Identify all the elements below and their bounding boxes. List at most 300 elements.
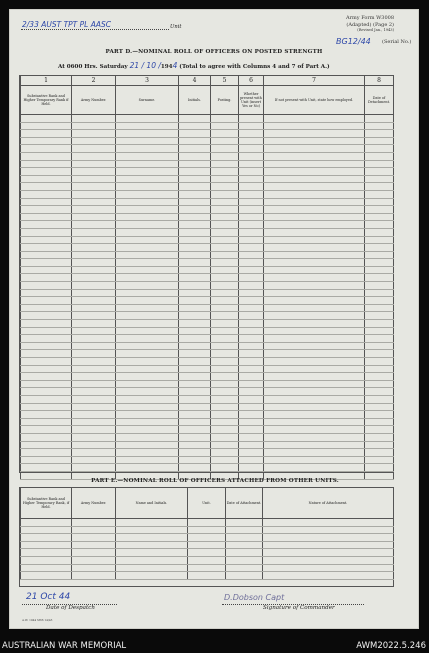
blank-cell [72,335,116,343]
blank-cell [116,534,188,542]
blank-cell [239,130,264,138]
blank-cell [264,228,365,236]
part-d-blank-row [21,350,394,358]
blank-cell [179,228,211,236]
blank-cell [179,403,211,411]
blank-cell [239,388,264,396]
blank-cell [179,183,211,191]
blank-cell [211,137,239,145]
blank-cell [21,282,72,290]
blank-cell [239,297,264,305]
part-d-blank-row [21,327,394,335]
blank-cell [239,168,264,176]
blank-cell [179,342,211,350]
blank-cell [116,395,179,403]
blank-cell [116,526,188,534]
blank-cell [211,411,239,419]
blank-cell [21,228,72,236]
blank-cell [116,449,179,457]
blank-cell [179,145,211,153]
blank-cell [21,433,72,441]
blank-cell [211,145,239,153]
blank-cell [179,122,211,130]
part-d-blank-row [21,456,394,464]
blank-cell [239,320,264,328]
blank-cell [72,564,116,572]
e-col-header-unit: Unit. [188,488,226,519]
blank-cell [365,282,394,290]
blank-cell [211,122,239,130]
blank-cell [179,456,211,464]
blank-cell [239,395,264,403]
blank-cell [211,160,239,168]
blank-cell [211,152,239,160]
blank-cell [264,122,365,130]
blank-cell [264,198,365,206]
blank-cell [116,358,179,366]
blank-cell [188,556,226,564]
blank-cell [179,304,211,312]
blank-cell [21,137,72,145]
blank-cell [179,213,211,221]
blank-cell [72,289,116,297]
blank-cell [211,228,239,236]
part-d-blank-row [21,221,394,229]
blank-cell [72,388,116,396]
blank-cell [264,327,365,335]
blank-cell [211,175,239,183]
blank-cell [21,115,72,123]
blank-cell [179,358,211,366]
part-d-blank-row [21,236,394,244]
blank-cell [264,266,365,274]
part-d-blank-row [21,365,394,373]
blank-cell [239,433,264,441]
blank-cell [116,152,179,160]
blank-cell [179,380,211,388]
blank-cell [239,373,264,381]
army-form-block [346,15,394,33]
blank-cell [116,160,179,168]
blank-cell [365,190,394,198]
blank-cell [21,320,72,328]
blank-cell [116,304,179,312]
army-form-line3: (Revised Jan., 1943) [357,28,394,32]
blank-cell [21,259,72,267]
blank-cell [264,456,365,464]
blank-cell [72,228,116,236]
col-header-army-number: Army Number. [72,86,116,115]
part-d-blank-row [21,464,394,472]
blank-cell [264,259,365,267]
blank-cell [116,274,179,282]
blank-cell [211,388,239,396]
blank-cell [211,403,239,411]
part-d-blank-row [21,152,394,160]
blank-cell [226,564,263,572]
blank-cell [211,418,239,426]
blank-cell [21,403,72,411]
blank-cell [264,244,365,252]
blank-cell [365,251,394,259]
archive-footer [0,640,429,653]
blank-cell [239,312,264,320]
blank-cell [116,130,179,138]
part-d-blank-row [21,175,394,183]
col-header-rank: Substantive Rank and Higher Temporary Rank if Held. [21,86,72,115]
print-code: A.W. 1944 M66 14/43 [22,618,53,622]
part-e-table [19,487,394,587]
part-e-blank-row [21,541,394,549]
blank-cell [179,297,211,305]
blank-cell [188,541,226,549]
col-number-7: 7 [264,76,365,86]
blank-cell [264,297,365,305]
blank-cell [179,395,211,403]
blank-cell [179,206,211,214]
blank-cell [116,213,179,221]
form-sheet [9,9,419,629]
blank-cell [21,526,72,534]
blank-cell [365,244,394,252]
blank-cell [211,266,239,274]
part-d-blank-row [21,418,394,426]
blank-cell [179,464,211,472]
blank-cell [211,304,239,312]
blank-cell [116,541,188,549]
blank-cell [211,236,239,244]
blank-cell [72,534,116,542]
col-number-4: 4 [179,76,211,86]
blank-cell [116,198,179,206]
col-header-initials: Initials. [179,86,211,115]
blank-cell [179,198,211,206]
blank-cell [72,556,116,564]
blank-cell [72,312,116,320]
blank-cell [72,282,116,290]
blank-cell [72,198,116,206]
col-header-surname: Surname. [116,86,179,115]
blank-cell [239,358,264,366]
blank-cell [116,549,188,557]
blank-cell [179,350,211,358]
blank-cell [239,236,264,244]
col-number-6: 6 [239,76,264,86]
blank-cell [72,342,116,350]
blank-cell [211,282,239,290]
footer-left: AUSTRALIAN WAR MEMORIAL [2,641,127,651]
blank-cell [264,236,365,244]
blank-cell [365,312,394,320]
blank-cell [72,418,116,426]
blank-cell [116,411,179,419]
blank-cell [116,365,179,373]
blank-cell [188,519,226,527]
blank-cell [365,228,394,236]
blank-cell [264,312,365,320]
blank-cell [264,335,365,343]
e-col-header-rank: Substantive Rank and Higher Temporary Rank, if Held. [21,488,72,519]
part-d-table [19,75,394,473]
blank-cell [188,572,226,580]
blank-cell [365,183,394,191]
blank-cell [264,464,365,472]
blank-cell [116,122,179,130]
blank-cell [21,130,72,138]
blank-cell [72,251,116,259]
blank-cell [116,206,179,214]
blank-cell [72,541,116,549]
blank-cell [264,183,365,191]
blank-cell [264,206,365,214]
part-d-blank-row [21,395,394,403]
blank-cell [116,251,179,259]
blank-cell [211,449,239,457]
blank-cell [179,168,211,176]
blank-cell [21,395,72,403]
part-d-blank-row [21,449,394,457]
blank-cell [72,130,116,138]
blank-cell [179,335,211,343]
blank-cell [365,380,394,388]
blank-cell [72,327,116,335]
blank-cell [72,449,116,457]
blank-cell [21,190,72,198]
blank-cell [21,312,72,320]
commander-signature-handwritten: D.Dobson Capt [224,593,285,602]
blank-cell [365,289,394,297]
blank-cell [239,115,264,123]
blank-cell [239,251,264,259]
blank-cell [116,464,179,472]
blank-cell [226,556,263,564]
blank-cell [116,373,179,381]
blank-cell [264,441,365,449]
blank-cell [21,449,72,457]
blank-cell [365,335,394,343]
blank-cell [72,160,116,168]
e-col-header-attachment-date: Date of Attachment. [226,488,263,519]
blank-cell [72,183,116,191]
blank-cell [116,456,179,464]
blank-cell [211,259,239,267]
blank-cell [179,115,211,123]
blank-cell [21,213,72,221]
blank-cell [365,266,394,274]
blank-cell [226,549,263,557]
blank-cell [188,526,226,534]
blank-cell [21,122,72,130]
blank-cell [179,259,211,267]
blank-cell [21,549,72,557]
blank-cell [264,358,365,366]
part-d-blank-row [21,206,394,214]
blank-cell [116,350,179,358]
blank-cell [116,441,179,449]
blank-cell [211,297,239,305]
blank-cell [239,274,264,282]
blank-cell [211,380,239,388]
blank-cell [72,365,116,373]
blank-cell [21,183,72,191]
blank-cell [21,304,72,312]
blank-cell [21,297,72,305]
blank-cell [21,380,72,388]
blank-cell [21,464,72,472]
blank-cell [264,373,365,381]
part-d-blank-row [21,388,394,396]
blank-cell [239,175,264,183]
blank-cell [264,350,365,358]
blank-cell [72,236,116,244]
blank-cell [264,160,365,168]
blank-cell [264,274,365,282]
year-prefix: 194 [160,64,173,70]
blank-cell [365,388,394,396]
blank-cell [239,183,264,191]
blank-cell [211,350,239,358]
blank-cell [72,152,116,160]
blank-cell [21,335,72,343]
part-d-blank-row [21,274,394,282]
part-e-header-row [21,488,394,519]
blank-cell [365,426,394,434]
blank-cell [179,266,211,274]
blank-cell [188,534,226,542]
blank-cell [264,251,365,259]
blank-cell [263,572,394,580]
blank-cell [211,198,239,206]
year-digit-handwritten: 4 [172,61,178,70]
blank-cell [264,175,365,183]
blank-cell [365,373,394,381]
blank-cell [211,213,239,221]
blank-cell [365,168,394,176]
blank-cell [179,449,211,457]
blank-cell [179,251,211,259]
blank-cell [21,426,72,434]
blank-cell [116,380,179,388]
blank-cell [239,160,264,168]
blank-cell [72,213,116,221]
blank-cell [179,130,211,138]
blank-cell [179,327,211,335]
blank-cell [211,395,239,403]
blank-cell [21,244,72,252]
blank-cell [72,350,116,358]
blank-cell [179,433,211,441]
blank-cell [116,327,179,335]
commander-label: Signature of Commander [263,605,335,611]
blank-cell [179,236,211,244]
blank-cell [72,464,116,472]
blank-cell [179,274,211,282]
blank-cell [211,335,239,343]
part-d-blank-row [21,426,394,434]
blank-cell [211,168,239,176]
blank-cell [211,244,239,252]
blank-cell [211,426,239,434]
blank-cell [365,441,394,449]
blank-cell [116,183,179,191]
blank-cell [211,206,239,214]
blank-cell [72,373,116,381]
blank-cell [179,312,211,320]
blank-cell [264,130,365,138]
blank-cell [264,282,365,290]
blank-cell [21,373,72,381]
part-d-blank-row [21,168,394,176]
blank-cell [116,556,188,564]
e-col-header-name: Name and Initials. [116,488,188,519]
blank-cell [116,403,179,411]
blank-cell [264,365,365,373]
part-d-blank-row [21,190,394,198]
blank-cell [72,145,116,153]
blank-cell [365,145,394,153]
blank-cell [179,411,211,419]
blank-cell [116,433,179,441]
blank-cell [116,572,188,580]
blank-cell [211,373,239,381]
blank-cell [263,519,394,527]
part-d-blank-row [21,160,394,168]
blank-cell [21,456,72,464]
serial-handwritten: BG12/44 [336,37,371,46]
blank-cell [179,388,211,396]
blank-cell [21,274,72,282]
blank-cell [116,335,179,343]
serial-label: (Serial No.) [382,39,412,45]
col-number-8: 8 [365,76,394,86]
blank-cell [21,556,72,564]
blank-cell [365,395,394,403]
blank-cell [21,198,72,206]
blank-cell [263,556,394,564]
blank-cell [239,449,264,457]
blank-cell [263,526,394,534]
blank-cell [72,380,116,388]
despatch-label: Date of Despatch [46,605,95,611]
blank-cell [264,152,365,160]
blank-cell [72,433,116,441]
blank-cell [21,152,72,160]
blank-cell [239,152,264,160]
blank-cell [179,175,211,183]
blank-cell [188,564,226,572]
blank-cell [116,244,179,252]
blank-cell [72,320,116,328]
blank-cell [264,411,365,419]
blank-cell [116,137,179,145]
blank-cell [365,274,394,282]
blank-cell [21,221,72,229]
time-prefix: At 0600 Hrs. Saturday [58,64,128,70]
blank-cell [239,122,264,130]
blank-cell [239,403,264,411]
col-header-detachment-date: Date of Detachment. [365,86,394,115]
blank-cell [21,358,72,366]
blank-cell [21,342,72,350]
blank-cell [239,342,264,350]
blank-cell [72,572,116,580]
blank-cell [365,464,394,472]
blank-cell [264,168,365,176]
blank-cell [21,441,72,449]
blank-cell [365,160,394,168]
blank-cell [264,395,365,403]
blank-cell [21,168,72,176]
